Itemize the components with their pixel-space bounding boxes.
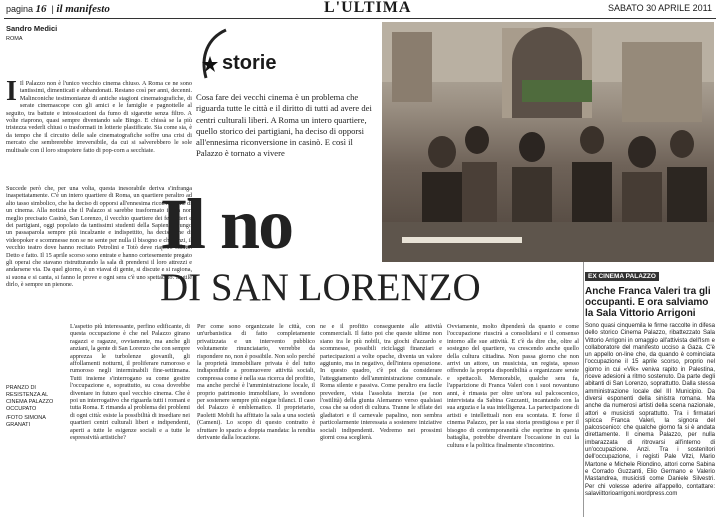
section-title: L'ULTIMA [324, 0, 412, 16]
star-icon [202, 56, 218, 72]
photo-caption [6, 385, 66, 429]
header-left: pagina 16 | il manifesto [6, 3, 110, 15]
sidebar-tag: EX CINEMA PALAZZO [585, 272, 659, 281]
paper-name: il manifesto [56, 3, 110, 15]
crowd-photo [382, 22, 714, 262]
headline-line-1: Il no [160, 184, 293, 264]
sidebar-box [585, 263, 715, 498]
col1-text: Il Palazzo non è l'unico vecchio cinema chiuso. A Roma ce ne sono tantissimi, dimenticati e abbandonati. Restano così per anni, decenni. Malinconiche testimonianze di antiche stagioni cinematografiche, di serate cinemascope con gli amici e le famiglie e pagnottelle al seguito, tra battute e intossicazioni da fumo di sigarette senza filtro. A volte riaprono, quasi sempre diventando sale Bingo. E chissà se la più tristezza vederli chiusi o trasformati in lotterie plastificate. Sia come sia, è da tempo che il circuito delle sale cinematografiche soffre una crisi di mercato che sembrerebbe irreversibile, da cui si salverebbero le sole multisale con il loro strapotere fatto di pop-corn a secchiate. [6, 80, 192, 154]
lead-paragraph: Cosa fare dei vecchi cinema è un problema che riguarda tutte le città e il diritto di tutti ad avere dei centri culturali liberi. A Roma un intero quartiere, quello storico dei partigiani, ha deciso di opporsi all'ennesima riconversione in casinò. E così il Palazzo è tornato a vivere [196, 92, 372, 159]
column-3: Per come sono organizzate le città, con un'urbanistica di fatto completamente privatizzata e un intervento pubblico volutamente rinunciatario, verrebbe da rispondere no, non è possibile. Non solo perché la proprietà immobiliare privata è del tutto indisponibile a promuovere attività sociali, compressa come è nella sua ricerca del profitto, ma anche perché è l'amministrazione locale, il proprio patrimonio immobiliare, lo svendono per sostenere sempre più esigue bilanci. Il caso del Palazzo è emblematico. Il proprietario, Paoletti Mobili ha affittato la sala a una società (Cameni). Lo scopo di questo contratto è sfruttare lo spazio a doppia mandata: la rendita derivante dalla locazione. [197, 323, 315, 442]
column-5: Ovviamente, molto dipenderà da quanto e come l'occupazione riuscirà a consolidarsi e il consenso intorno alle sue attività. E c'è da dire che, oltre al sostegno del quartiere, va crescendo anche quello della cultura cittadina. Non passa giorno che non arrivi un attore, un musicista, un regista, spesso offrendo la propria disponibilità a organizzare serate e spettacoli. Memorabile, qualche sera fa, l'apparizione di Franca Valeri con i suoi novantuno anni, è rimasta per oltre un'ora sul palcoscenico, intervistata da Sabina Guzzanti, incantando con la sua arguzia e la sua intelligenza. La partecipazione di artisti e intellettuali non era scontata. E forse il cinema Palazzo, per la sua storia prestigiosa e per il bisogno di contemporaneità che esprime in questa battaglia, potrebbe diventare l'occasione in cui la cultura e la politica finalmente s'incontrino. [447, 323, 579, 449]
author: Sandro Medici [6, 24, 58, 33]
dateline: ROMA [6, 36, 23, 42]
sidebar-title: Anche Franca Valeri tra gli occupanti. E ora salviamo la Sala Vittorio Arrigoni [585, 286, 711, 319]
drop-cap: I [6, 76, 17, 107]
sidebar-body: Sono quasi cinquemila le firme raccolte in difesa dello storico Cinema Palazzo, ribattezzato Sala Vittorio Arrigoni in omaggio all'attivista dell'Ism e collaboratore del manifesto ucciso a Gaza. C'è un appello on-line che, da quando è cominciata l'occupazione il 15 aprile scorso, proprio nel giorno in cui «Vik» veniva rapito in Palestina, riceve adesioni a ritmo sostenuto. Da parte degli abitanti di San Lorenzo, soprattutto. Dalla stessa amministrazione locale del III Municipio. Da diversi esponenti della sinistra romana. Ma anche da numerosi artisti della scena nazionale, attori e musicisti soprattutto. Tra i firmatari spicca Franca Valeri, la signora del palcoscenico: che qualche giorno fa si è andata direttamente. Il cinema Palazzo, per nulla imbarazzata di ritrovarsi all'interno di un'occupazione. Anzi. Tra i sostenitori dell'occupazione, i registi Pale Vitzi, Mario Martone e Michele Riondino, attori come Sabina e Corrado Guzzanti, Elio Germano e Valerio Mastandrea, musicisti come Daniele Silvestri. Per chi volesse aderire all'appello, contattare: salaviittorioarrigoni.wordpress.com [585, 323, 715, 497]
sidebar-divider [583, 262, 584, 517]
column-1 [6, 76, 192, 154]
kicker-block [196, 28, 376, 88]
caption-text: PRANZO DI RESISTENZA AL CINEMA PALAZZO OCCUPATO [6, 385, 54, 412]
page-number: 16 [35, 3, 47, 15]
photo-cinema-palazzo [382, 22, 714, 262]
headline-line-2: DI SAN LORENZO [160, 266, 481, 309]
issue-date: SABATO 30 APRILE 2011 [607, 3, 712, 13]
column-4: ne e il profitto conseguente alle attività commerciali. Il fatto poi che queste ultime non siano tra le più nobili, tra giochi d'azzardo e scommesse, possibili riciclaggi finanziari e partecipazioni a volte opache, diventa un valore aggiunto, ma in negativo, dell'intera operazione. In questo quadro, c'è poi da considerare l'atteggiamento dell'amministrazione comunale. Roma silente e passiva. Come peraltro era facile prevedere, vista l'assoluta inerzia (se non l'ostilità) della giunta Alemanno verso qualsiasi cosa che sa odori di cultura. Tranne le sfilate dei gladiatori e il carnevale papalino, non sembra particolarmente interessata a sostenere iniziative sociali indipendenti. Vedremo nei prossimi giorni cosa sceglierà. [320, 323, 442, 442]
byline [6, 24, 186, 42]
column-2: L'aspetto più interessante, perfino edificante, di questa occupazione è che nel Palazzo girano ragazzi e ragazze, ovviamente, ma anche gli anziani, la gente di San Lorenzo che con sempre apprezza le turbolenze giovanili, gli affollamenti notturni, il proliferare rumoroso e rumoroso negli interminabili fine-settimana. Tutti insieme s'interrogano su come gestire l'occupazione e, soprattutto, su cosa dovrebbe diventare in futuro quel vecchio cinema. Che è poi un interrogativo che riguarda tutti i romani e tutta Roma. E rimanda al problema dei problemi di ogni città: esiste la possibilità di insediare nei quartieri centri culturali liberi e indipendenti, aperti a tutte le esigenze sociali e a tutte le espressività artistiche? [70, 323, 190, 442]
column-1b: Succede però che, per una volta, questa inesorabile deriva s'infranga inaspettatamente. C'è un intero quartiere di Roma, un quartiere peraltro ad alto tasso simbolico, che ha deciso di opporsi all'ennesima riconversione di un cinema. Alla notizia che il Palazzo si sarebbe trasformato in un non meglio precisato Casinò, San Lorenzo, il vecchio quartiere dei ferrovieri e dei partigiani, oggi popolato da tantissimi studenti della Sapienza, lungo un passaparola sempre più incalzante e indispettito, ha deciso che di videopoker e scommesse non se ne sente per nulla il bisogno e che, anzi, il vecchio teatro dove hanno recitato Petrolini e Totò deve riaprire subito. Detto e fatto. Il 15 aprile scorso sono entrate e hanno cortesemente pregato gli operai che stavano ristrutturando la sala di prendersi il loro attrezzi e andarsene via. Da quel giorno, è un viavai di gente, si discute e si ragiona, si suona e si canta, si fanno le prove e ogni sera c'è uno spettacolo. Inutile dirlo, è sempre un pienone. [6, 185, 192, 289]
caption-credit: /FOTO SIMONA GRANATI [6, 415, 46, 428]
kicker: storie [222, 52, 277, 74]
page-label: pagina [6, 4, 34, 14]
page-header [4, 0, 716, 19]
